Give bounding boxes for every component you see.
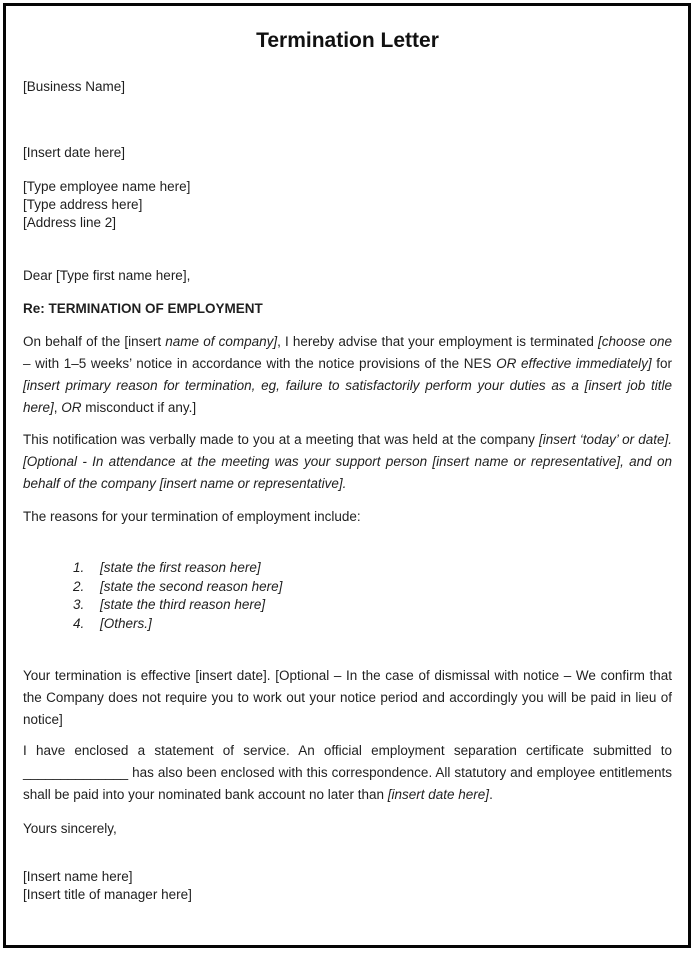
text-run: [insert ‘today’ or date]. [Optional - In attendance at the meeting was your support person [insert name or representative], and on behalf of the company [insert name or representative]. (23, 432, 672, 491)
salutation: Dear [Type first name here], (23, 268, 191, 283)
reasons-intro: The reasons for your termination of employment include: (23, 509, 361, 524)
recipient-name: [Type employee name here] (23, 179, 191, 194)
paragraph-effective-date: Your termination is effective [insert date]. [Optional – In the case of dismissal with notice – We confirm that the Company does not require you to work out your notice period and accordingly you will be paid in lieu of notice] (23, 668, 672, 727)
text-run: OR effective immediately] (496, 356, 652, 371)
text-run: name of company] (165, 334, 278, 349)
date-placeholder: [Insert date here] (23, 145, 126, 160)
list-item (23, 578, 672, 597)
list-item-text: [state the second reason here] (100, 578, 283, 594)
text-run: , (53, 400, 62, 415)
list-item (23, 596, 672, 615)
text-run: , I hereby advise that your employment is terminated (277, 334, 599, 349)
paragraph-meeting-notification (23, 429, 672, 495)
list-item (23, 615, 672, 634)
list-item-text: [state the first reason here] (100, 560, 261, 575)
list-item-number: 1. (73, 560, 85, 575)
text-run: [insert date here] (387, 787, 490, 802)
list-item-text: [state the third reason here] (100, 597, 266, 612)
signature-name: [Insert name here] (23, 869, 133, 884)
text-run: [insert primary reason for termination, eg, failure to satisfactorily perform your duties as a [insert job title here] (23, 378, 672, 415)
business-name: [Business Name] (23, 79, 126, 94)
text-run: On behalf of the [insert (23, 334, 166, 349)
recipient-address-2: [Address line 2] (23, 215, 117, 230)
closing-line: Yours sincerely, (23, 821, 117, 836)
text-run: misconduct if any.] (81, 400, 197, 415)
list-item (23, 559, 672, 578)
recipient-address-1: [Type address here] (23, 197, 143, 212)
text-run: This notification was verbally made to you at a meeting that was held at the company (23, 432, 539, 447)
list-item-text: [Others.] (100, 615, 152, 631)
list-item-number: 3. (73, 597, 85, 612)
reasons-list (23, 559, 672, 633)
text-run: for (651, 356, 672, 371)
text-run: [choose one – (23, 334, 672, 371)
signature-title: [Insert title of manager here] (23, 887, 192, 902)
page-title: Termination Letter (256, 29, 439, 52)
list-item-number: 4. (73, 615, 85, 631)
subject-line: Re: TERMINATION OF EMPLOYMENT (23, 301, 263, 316)
text-run: with 1–5 weeks’ notice in accordance with the notice provisions of the NES (35, 356, 497, 371)
list-item-number: 2. (73, 578, 85, 594)
text-run: OR (61, 400, 82, 415)
recipient-block (23, 178, 672, 232)
text-run: I have enclosed a statement of service. An official employment separation certificate submitted to ______________ has also been enclosed with this correspondence. All statutory and employee entitlements shall be paid into your nominated bank account no later than (23, 743, 672, 802)
text-run: . (489, 787, 493, 802)
paragraph-enclosures (23, 740, 672, 806)
letter-page (3, 3, 691, 948)
paragraph-termination-notice (23, 331, 672, 419)
signature-block (23, 868, 672, 904)
